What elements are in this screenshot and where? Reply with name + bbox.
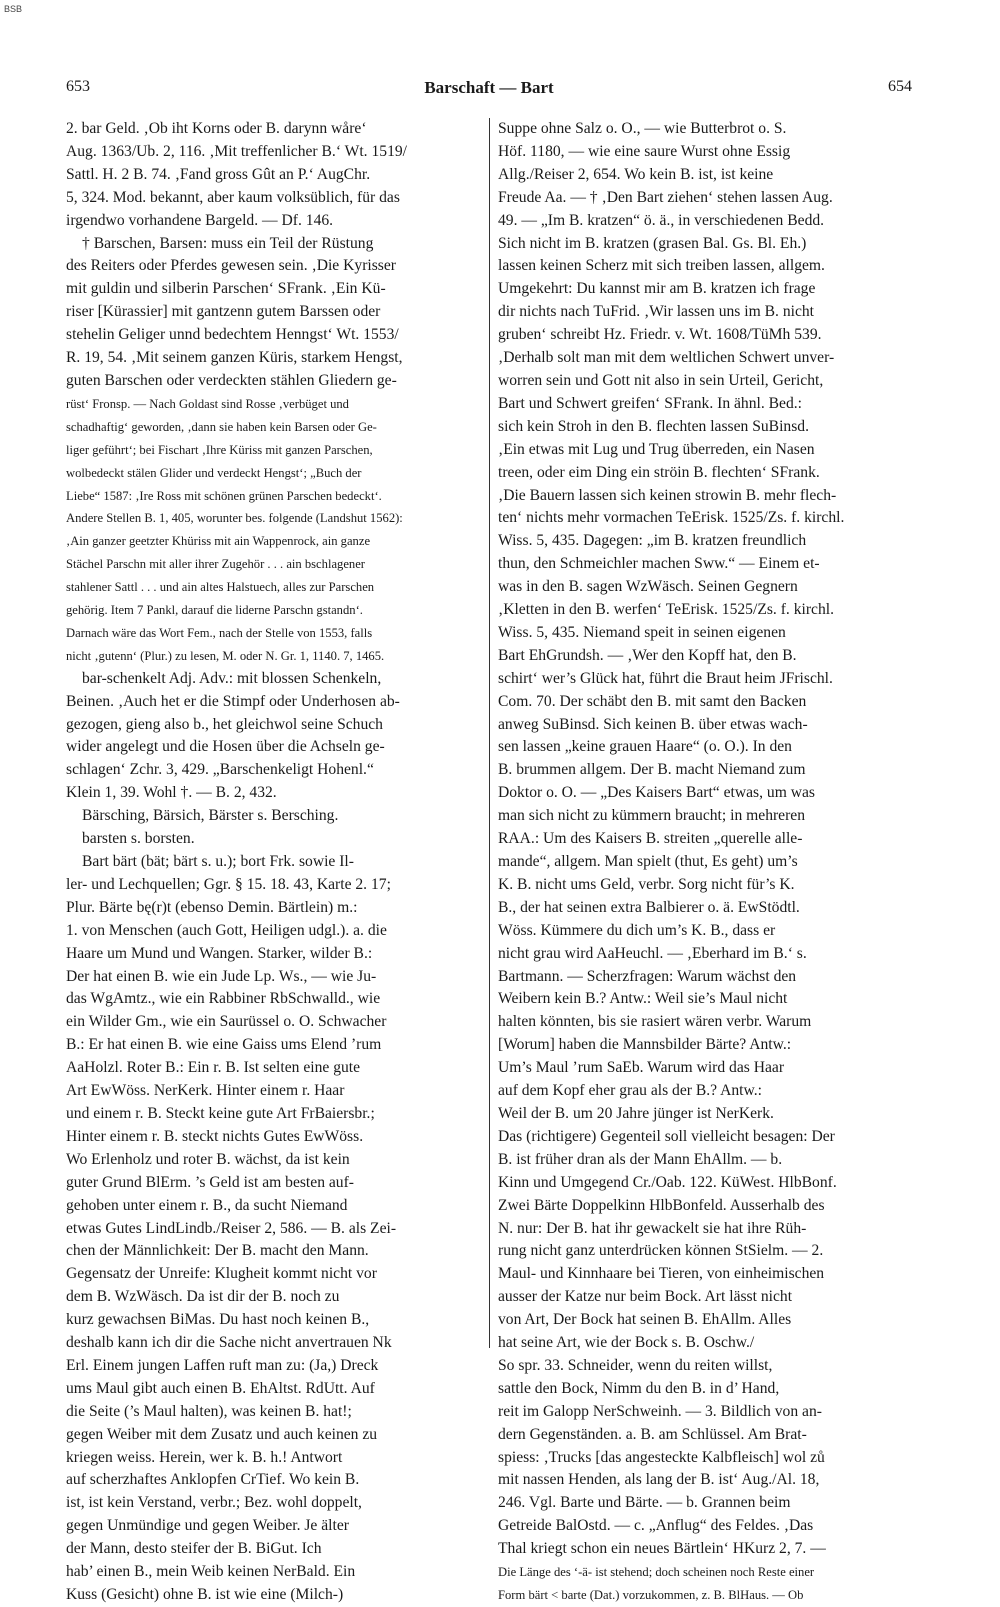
text-line: hab’ einen B., mein Weib keinen NerBald. Ein (66, 1563, 356, 1581)
text-line: mit nassen Henden, als lang der B. ist‘ Aug./Al. 18, (498, 1471, 820, 1489)
text-line: 1. von Menschen (auch Gott, Heiligen udgl.). a. die (66, 921, 387, 939)
text-line: stehelin Geliger unnd bedechtem Henngst‘ Wt. 1553/ (66, 326, 399, 344)
text-line: Allg./Reiser 2, 654. Wo kein B. ist, ist keine (498, 165, 774, 183)
text-line: Wiss. 5, 435. Niemand speit in seinen eigenen (498, 623, 786, 641)
text-line: Beinen. ‚Auch het er die Stimpf oder Underhosen ab- (66, 692, 400, 710)
text-line: Sattl. H. 2 B. 74. ‚Fand gross Gût an P.‘ AugChr. (66, 165, 371, 183)
text-line: ist, ist kein Verstand, verbr.; Bez. wohl doppelt, (66, 1494, 362, 1512)
text-line: dir nichts nach TuFrid. ‚Wir lassen uns im B. nicht (498, 303, 815, 321)
text-line: ‚Derhalb solt man mit dem weltlichen Schwert unver- (498, 349, 835, 367)
text-line: stahlener Sattl . . . und ain altes Halstuech, alles zur Parschen (66, 580, 375, 595)
text-line: Darnach wäre das Wort Fem., nach der Stelle von 1553, falls (66, 625, 373, 640)
text-line: mit guldin und silberin Parschen‘ SFrank. ‚Ein Kü- (66, 280, 386, 298)
column-divider (489, 118, 490, 1348)
text-line: nicht grau wird AaHeuchl. — ‚Eberhard im B.‘ s. (498, 944, 807, 962)
text-line: B.: Er hat einen B. wie eine Gaiss ums Elend ’rum (66, 1036, 382, 1054)
text-line: die Seite (’s Maul halten), was keinen B. hat!; (66, 1402, 352, 1420)
text-line: halten könnten, bis sie rasiert wären verbr. Warum (498, 1013, 812, 1031)
text-line: ‚Kletten in den B. werfen‘ TeErisk. 1525/Zs. f. kirchl. (498, 601, 834, 619)
text-line: Umgekehrt: Du kannst mir am B. kratzen ich frage (498, 280, 816, 298)
text-line: schlagen‘ Zchr. 3, 429. „Barschenkeligt Hohenl.“ (66, 761, 374, 779)
right-column (498, 118, 912, 1602)
text-line: thun, den Schmeichler machen Sww.“ — Einem et- (498, 555, 820, 573)
text-line: Wöss. Kümmere du dich um’s K. B., dass er (498, 921, 776, 939)
text-line: B. ist früher dran als der Mann EhAllm. — b. (498, 1150, 783, 1168)
text-line: sen lassen „keine grauen Haare“ (o. O.). In den (498, 738, 792, 756)
text-line: Erl. Einem jungen Laffen ruft man zu: (Ja,) Dreck (66, 1356, 379, 1374)
text-line: kurz gewachsen BiMas. Du hast noch keinen B., (66, 1311, 370, 1329)
text-line: auf scherzhaftes Anklopfen CrTief. Wo kein B. (66, 1471, 360, 1489)
text-line: Bartmann. — Scherzfragen: Warum wächst den (498, 967, 797, 985)
text-line: ‚Ein etwas mit Lug und Trug überreden, ein Nasen (498, 440, 815, 458)
text-line: Haare um Mund und Wangen. Starker, wilder B.: (66, 944, 373, 962)
text-line: gezogen, gieng also b., het gleichwol seine Schuch (66, 715, 383, 733)
text-line: gehoben unter einem r. B., da sucht Niemand (66, 1196, 348, 1214)
text-line: K. B. nicht ums Geld, verbr. Sorg nicht für’s K. (498, 875, 795, 893)
text-line: liger geführt‘; bei Fischart ‚Ihre Küriss mit ganzen Parschen, (66, 442, 373, 457)
text-line: Der hat einen B. wie ein Jude Lp. Ws., — wie Ju- (66, 967, 377, 985)
text-line: Com. 70. Der schäbt den B. mit samt den Backen (498, 692, 807, 710)
text-line: gruben‘ schreibt Hz. Friedr. v. Wt. 1608/TüMh 539. (498, 326, 822, 344)
text-line: 49. — „Im B. kratzen“ ö. ä., in verschiedenen Bedd. (498, 211, 825, 229)
text-line: Klein 1, 39. Wohl †. — B. 2, 432. (66, 784, 277, 802)
text-line: Suppe ohne Salz o. O., — wie Butterbrot o. S. (498, 120, 787, 137)
text-line: Stächel Parschn mit aller ihrer Zugehör . . . ain bschlagener (66, 557, 365, 572)
text-line: worren sein und Gott nit also in sein Urteil, Gericht, (498, 371, 824, 389)
text-line: guter Grund BlErm. ’s Geld ist am besten auf- (66, 1173, 354, 1191)
text-line: † Barschen, Barsen: muss ein Teil der Rüstung (82, 234, 374, 252)
text-line: Liebe“ 1587: ‚Ire Ross mit schönen grünen Parschen bedeckt‘. (66, 488, 382, 503)
text-line: Gegensatz der Unreife: Klugheit kommt nicht vor (66, 1265, 377, 1283)
text-line: wolbedeckt stälen Glider und verdeckt Hengst‘; „Buch der (66, 465, 362, 480)
text-line: Getreide BalOstd. — c. „Anflug“ des Feldes. ‚Das (498, 1517, 814, 1535)
text-line: Form bärt < barte (Dat.) vorzukommen, z. B. BlHaus. — Ob (498, 1588, 804, 1602)
text-line: auf dem Kopf eher grau als der B.? Antw.: (498, 1082, 762, 1100)
text-line: kriegen weiss. Herein, wer k. B. h.! Antwort (66, 1448, 343, 1466)
text-line: treen, oder eim Ding ein ströin B. flechten‘ SFrank. (498, 463, 820, 481)
text-line: Kuss (Gesicht) ohne B. ist wie eine (Milch-) (66, 1586, 344, 1603)
text-line: des Reiters oder Pferdes gewesen sein. ‚Die Kyrisser (66, 257, 396, 275)
text-line: man sich nicht zu kümmern braucht; in mehreren (498, 807, 806, 825)
text-line: bar-schenkelt Adj. Adv.: mit blossen Schenkeln, (82, 669, 382, 687)
library-stamp: BSB (4, 4, 23, 14)
text-line: Sich nicht im B. kratzen (grasen Bal. Gs. Bl. Eh.) (498, 234, 807, 252)
text-line: wider angelegt und die Hosen über die Achseln ge- (66, 738, 385, 756)
text-line: ‚Ain ganzer geetzter Khüriss mit ain Wappenrock, ain ganze (66, 534, 371, 549)
text-line: lassen keinen Scherz mit sich treiben lassen, allgem. (498, 257, 825, 275)
text-line: [Worum] haben die Mannsbilder Bärte? Antw.: (498, 1036, 792, 1054)
text-line: ein Wilder Gm., wie ein Saurüssel o. O. Schwacher (66, 1013, 387, 1031)
text-line: Doktor o. O. — „Des Kaisers Bart“ etwas, um was (498, 784, 815, 802)
text-line: ausser der Katze nur beim Bock. Art lässt nicht (498, 1288, 793, 1306)
text-line: ‚Die Bauern lassen sich keinen strowin B. mehr flech- (498, 486, 837, 504)
text-line: R. 19, 54. ‚Mit seinem ganzen Küris, starkem Hengst, (66, 349, 403, 367)
text-line: rüst‘ Fronsp. — Nach Goldast sind Rosse ‚verbüget und (66, 396, 349, 411)
text-line: dern Gegenständen. a. B. am Schlüssel. Am Brat- (498, 1425, 807, 1443)
text-line: nicht ‚gutenn‘ (Plur.) zu lesen, M. oder N. Gr. 1, 1140. 7, 1465. (66, 648, 385, 663)
text-line: B. brummen allgem. Der B. macht Niemand zum (498, 761, 806, 779)
text-line: Freude Aa. — † ‚Den Bart ziehen‘ stehen lassen Aug. (498, 188, 833, 206)
text-line: Bärsching, Bärsich, Bärster s. Bersching. (82, 807, 339, 825)
text-line: dem B. WzWäsch. Da ist dir der B. noch zu (66, 1288, 340, 1306)
text-line: schirt‘ wer’s Glück hat, führt die Braut heim JFrischl. (498, 669, 833, 687)
text-line: 2. bar Geld. ‚Ob iht Korns oder B. darynn wåre‘ (66, 120, 367, 137)
text-line: Höf. 1180, — wie eine saure Wurst ohne Essig (498, 142, 791, 160)
text-line: reit im Galopp NerSchweinh. — 3. Bildlich von an- (498, 1402, 822, 1420)
text-line: spiess: ‚Trucks [das angesteckte Kalbfleisch] wol zů (498, 1448, 825, 1466)
text-line: Weil der B. um 20 Jahre jünger ist NerKerk. (498, 1104, 774, 1122)
text-line: Art EwWöss. NerKerk. Hinter einem r. Haar (66, 1082, 345, 1100)
text-line: der Mann, desto steifer der B. BiGut. Ich (66, 1540, 322, 1558)
text-line: anweg SuBinsd. Sich keinen B. über etwas wach- (498, 715, 808, 733)
text-line: Bart EhGrundsh. — ‚Wer den Kopff hat, den B. (498, 646, 797, 664)
text-line: chen der Männlichkeit: Der B. macht den Mann. (66, 1242, 369, 1260)
text-line: irgendwo vorhandene Bargeld. — Df. 146. (66, 211, 334, 229)
text-line: Plur. Bärte bę(r)t (ebenso Demin. Bärtlein) m.: (66, 898, 358, 916)
text-line: 246. Vgl. Barte und Bärte. — b. Grannen beim (498, 1494, 791, 1512)
text-line: ums Maul gibt auch einen B. EhAltst. RdUtt. Auf (66, 1379, 375, 1397)
running-title: Barschaft — Bart (424, 78, 554, 97)
text-line: 5, 324. Mod. bekannt, aber kaum volksüblich, für das (66, 188, 400, 206)
text-line: sich kein Stroh in den B. flechten lassen SuBinsd. (498, 417, 809, 435)
text-line: und einem r. B. Steckt keine gute Art FrBaiersbr.; (66, 1104, 375, 1122)
text-line: Wiss. 5, 435. Dagegen: „im B. kratzen freundlich (498, 532, 807, 550)
text-line: Aug. 1363/Ub. 2, 116. ‚Mit treffenlicher B.‘ Wt. 1519/ (66, 142, 407, 160)
text-line: So spr. 33. Schneider, wenn du reiten willst, (498, 1356, 773, 1374)
text-line: gegen Unmündige und gegen Weiber. Je älter (66, 1517, 349, 1535)
text-line: deshalb kann ich dir die Sache nicht anvertrauen Nk (66, 1334, 392, 1352)
text-line: N. nur: Der B. hat ihr gewackelt sie hat ihre Rüh- (498, 1219, 807, 1237)
text-line: schadhaftig‘ geworden, ‚dann sie haben kein Barsen oder Ge- (66, 419, 377, 434)
text-line: etwas Gutes LindLindb./Reiser 2, 586. — B. als Zei- (66, 1219, 397, 1237)
text-line: Maul- und Kinnhaare bei Tieren, von einheimischen (498, 1265, 825, 1283)
text-line: AaHolzl. Roter B.: Ein r. B. Ist selten eine gute (66, 1059, 361, 1077)
page-number-left: 653 (66, 78, 90, 95)
page-number-right: 654 (888, 78, 912, 95)
text-line: Zwei Bärte Doppelkinn HlbBonfeld. Ausserhalb des (498, 1196, 825, 1214)
text-line: Die Länge des ‘-ä- ist stehend; doch scheinen noch Reste einer (498, 1565, 815, 1580)
text-line: ten‘ nichts mehr vormachen TeErisk. 1525/Zs. f. kirchl. (498, 509, 845, 527)
text-line: von Art, Der Bock hat seinen B. EhAllm. Alles (498, 1311, 792, 1329)
text-line: Thal kriegt schon ein neues Bärtlein‘ HKurz 2, 7. — (498, 1540, 826, 1558)
text-line: hat seine Art, wie der Bock s. B. Oschw./ (498, 1334, 755, 1352)
text-line: Andere Stellen B. 1, 405, worunter bes. folgende (Landshut 1562): (66, 511, 403, 526)
text-line: Um’s Maul ’rum SaEb. Warum wird das Haar (498, 1059, 785, 1077)
text-line: guten Barschen oder verdeckten stählen Gliedern ge- (66, 371, 397, 389)
text-line: B., der hat seinen extra Balbierer o. ä. EwStödtl. (498, 898, 800, 916)
text-line: RAA.: Um des Kaisers B. streiten „querelle alle- (498, 830, 803, 848)
text-line: das WgAmtz., wie ein Rabbiner RbSchwalld., wie (66, 990, 381, 1008)
text-line: was in den B. sagen WzWäsch. Seinen Gegnern (498, 578, 798, 596)
text-line: Wo Erlenholz und roter B. wächst, da ist kein (66, 1150, 350, 1168)
text-line: riser [Kürassier] mit gantzenn gutem Barssen oder (66, 303, 381, 321)
text-line: Bart und Schwert greifen‘ SFrank. In ähnl. Bed.: (498, 394, 803, 412)
text-line: Hinter einem r. B. steckt nichts Gutes EwWöss. (66, 1127, 364, 1145)
text-line: barsten s. borsten. (82, 830, 195, 848)
text-line: Das (richtigere) Gegenteil soll vielleicht besagen: Der (498, 1127, 835, 1145)
text-line: Bart bärt (bät; bärt s. u.); bort Frk. sowie Il- (82, 853, 354, 870)
text-line: Weibern kein B.? Antw.: Weil sie’s Maul nicht (498, 990, 788, 1008)
text-line: sattle den Bock, Nimm du den B. in d’ Hand, (498, 1379, 780, 1397)
text-line: gehörig. Item 7 Pankl, darauf die liderne Parschn gstandn‘. (66, 603, 363, 618)
text-line: gegen Weiber mit dem Zusatz und auch keinen zu (66, 1425, 378, 1443)
left-column (66, 118, 486, 1603)
text-line: rung nicht ganz unterdrücken können StSielm. — 2. (498, 1242, 824, 1260)
text-line: ler- und Lechquellen; Ggr. § 15. 18. 43, Karte 2. 17; (66, 875, 391, 893)
text-line: mande“, allgem. Man spielt (thut, Es geht) um’s (498, 853, 798, 870)
text-line: Kinn und Umgegend Cr./Oab. 122. KüWest. HlbBonf. (498, 1173, 837, 1191)
page-header (66, 78, 912, 104)
